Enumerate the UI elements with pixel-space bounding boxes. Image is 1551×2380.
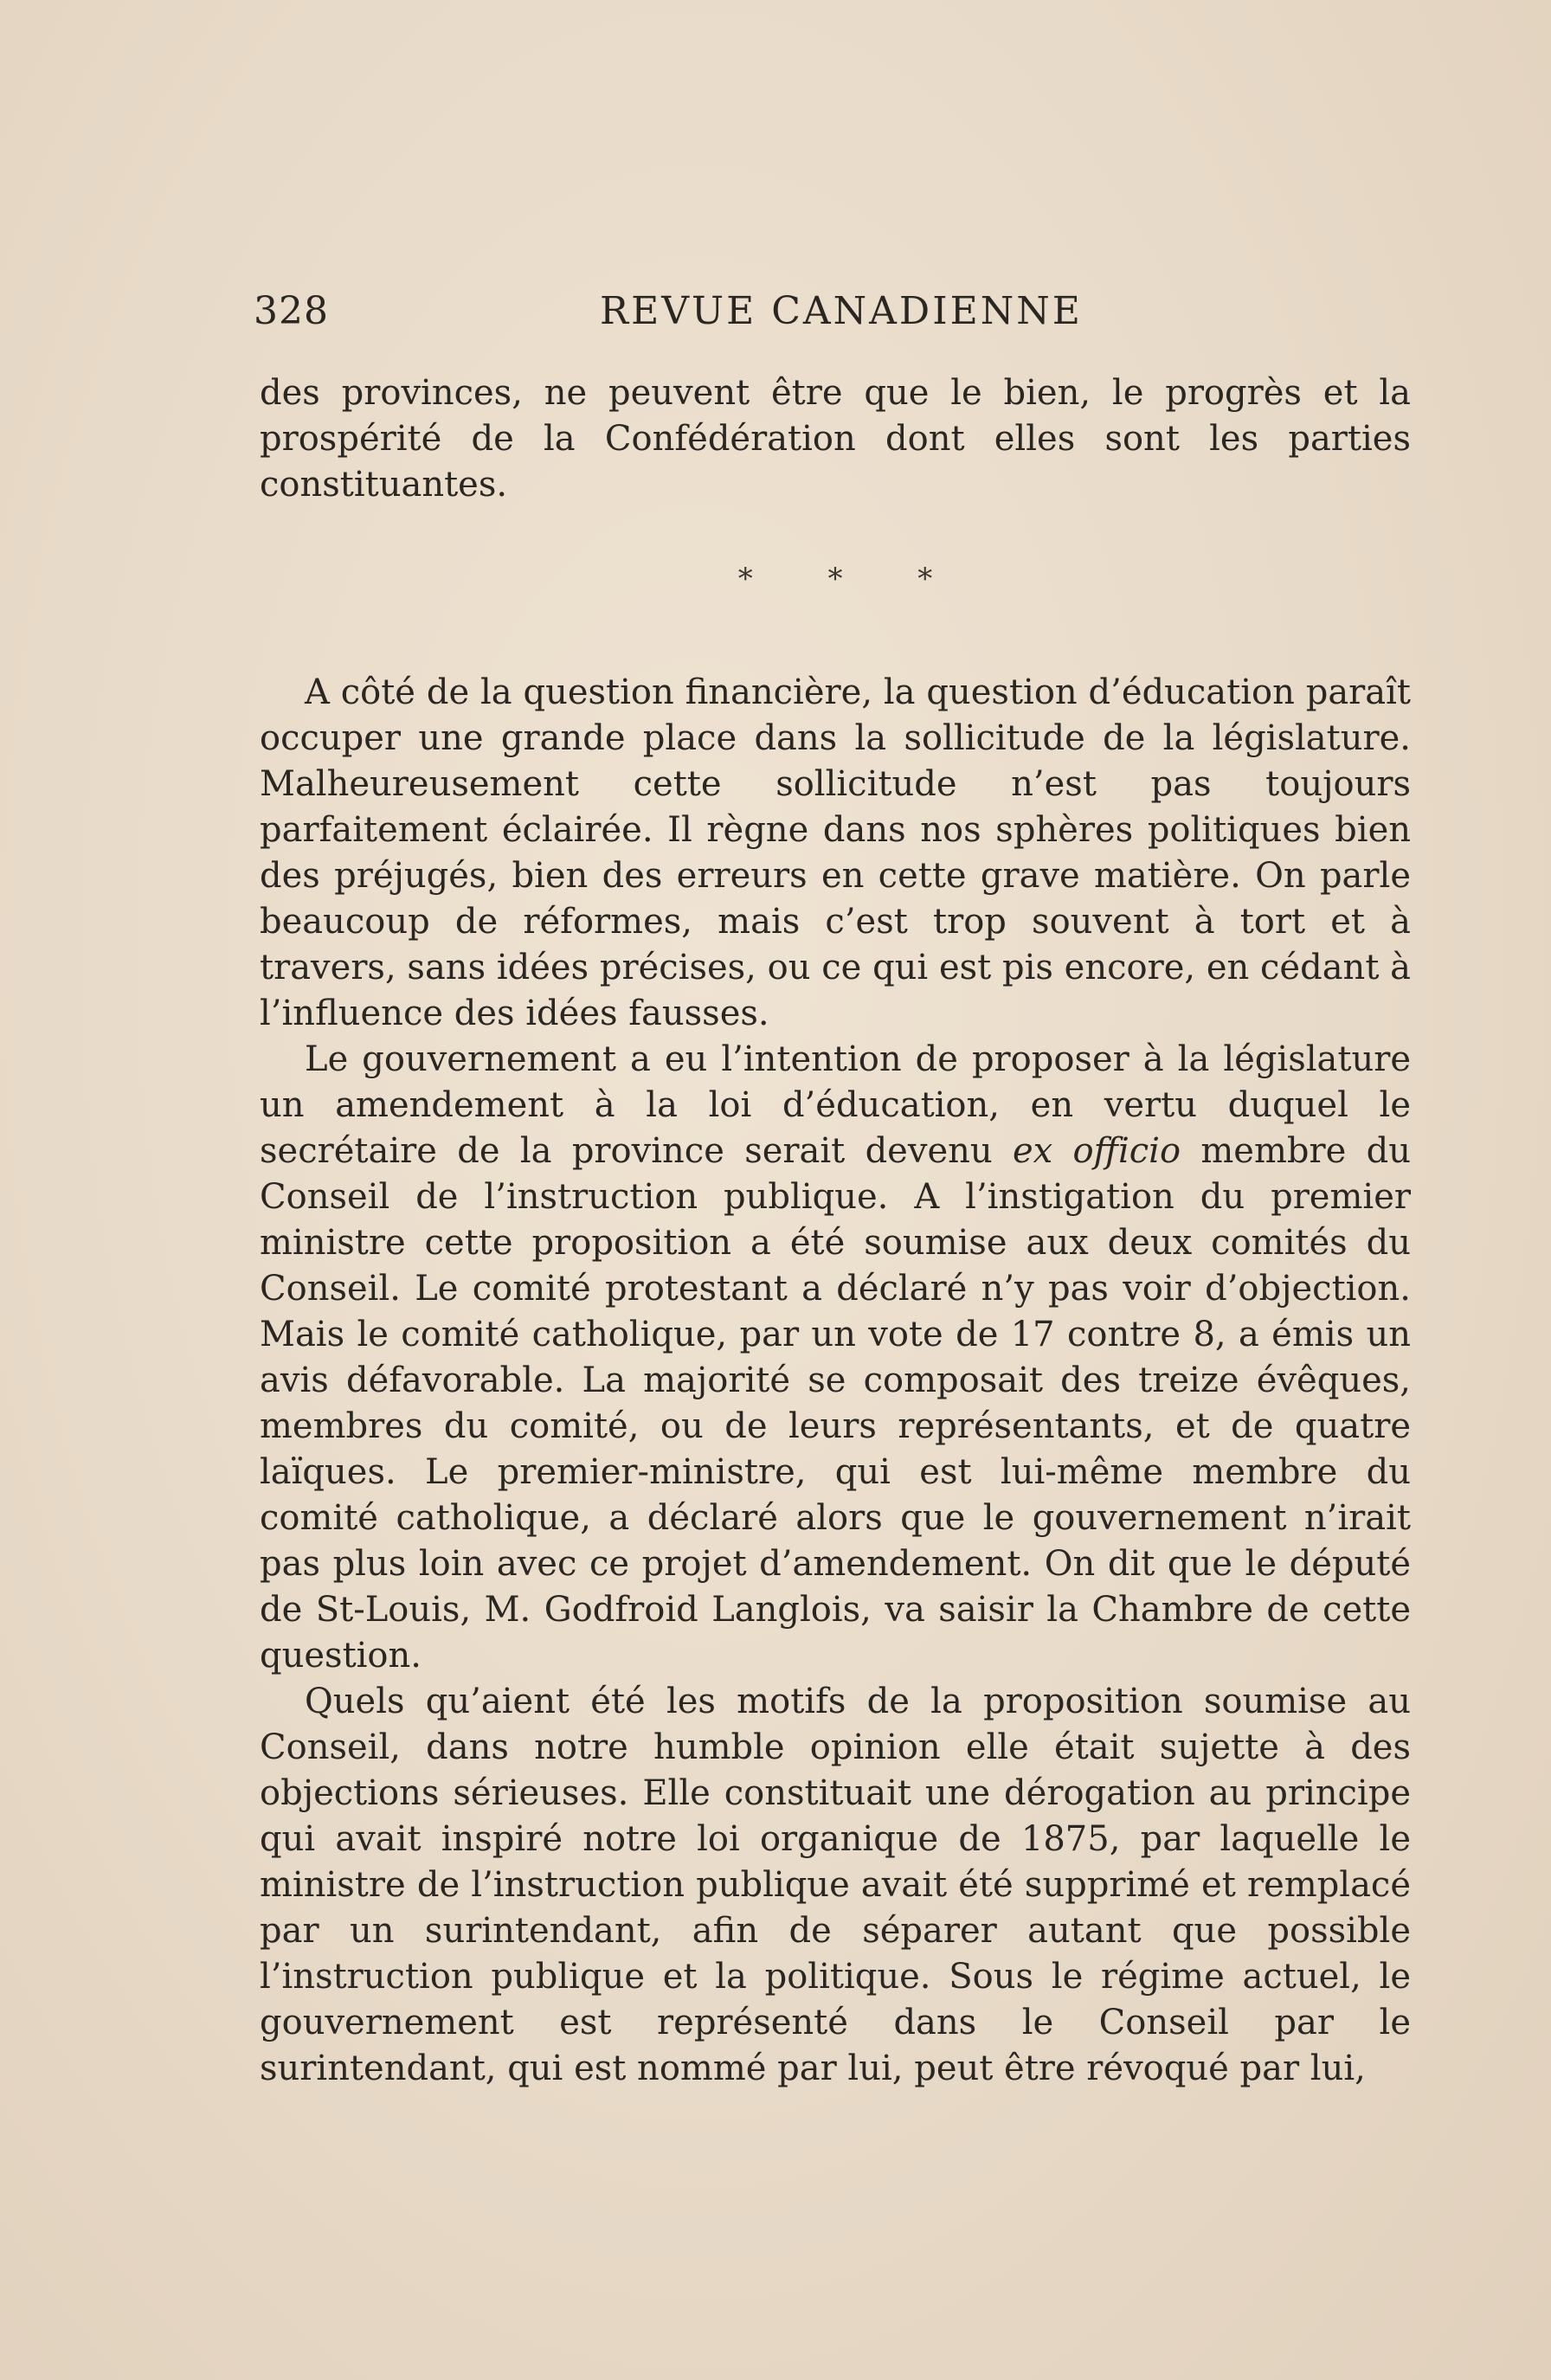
page-number: 328 [254, 289, 329, 333]
italic-latin-phrase: ex officio [1012, 1131, 1181, 1171]
paragraph-motives: Quels qu’aient été les motifs de la proposition soumise au Conseil, dans notre humble opinion elle était sujette à des objections sérieuses. Elle constituait une dérogation au principe qui avait inspiré notre loi organique de 1875, par laquelle le ministre de l’instruction publique avait été supprimé et remplacé par un surintendant, afin de séparer autant que possible l’instruction publique et la politique. Sous le régime actuel, le gouvernement est représenté dans le Conseil par le surintendant, qui est nommé par lui, peut être révoqué par lui, [260, 1682, 1411, 2088]
paragraph-text-after: membre du Conseil de l’instruction publique. A l’instigation du premier ministre cette proposition a été soumise aux deux comités du Conseil. Le comité protestant a déclaré n’y pas voir d’objection. Mais le comité catholique, par un vote de 17 contre 8, a émis un avis défavorable. La majorité se composait des treize évêques, membres du comité, ou de leurs représentants, et de quatre laïques. Le premier-ministre, qui est lui-même membre du comité catholique, a déclaré alors que le gouvernement n’irait pas plus loin avec ce projet d’amendement. On dit que le député de St-Louis, M. Godfroid Langlois, va saisir la Chambre de cette question. [260, 1131, 1411, 1676]
paragraph-education-question: A côté de la question financière, la question d’éducation paraît occuper une grande place dans la sollicitude de la législature. Malheureusement cette sollicitude n’est pas toujours parfaitement éclairée. Il règne dans nos sphères politiques bien des préjugés, bien des erreurs en cette grave matière. On parle beaucoup de réformes, mais c’est trop souvent à tort et à travers, sans idées précises, ou ce qui est pis encore, en cédant à l’influence des idées fausses. [260, 672, 1411, 1033]
paragraph-text-before: Le gouvernement a eu l’intention de proposer à la législature un amendement à la loi d’éducation, en vertu duquel le secrétaire de la province serait devenu [260, 1039, 1411, 1171]
running-head [254, 289, 1413, 341]
journal-title: REVUE CANADIENNE [600, 289, 1083, 333]
section-divider: * * * [737, 562, 966, 596]
paragraph-government-amendment [260, 1037, 1411, 1679]
body-text [260, 370, 1411, 2092]
paragraph-continuation: des provinces, ne peuvent être que le bien, le progrès et la prospérité de la Confédération dont elles sont les parties constituantes. [260, 373, 1411, 505]
